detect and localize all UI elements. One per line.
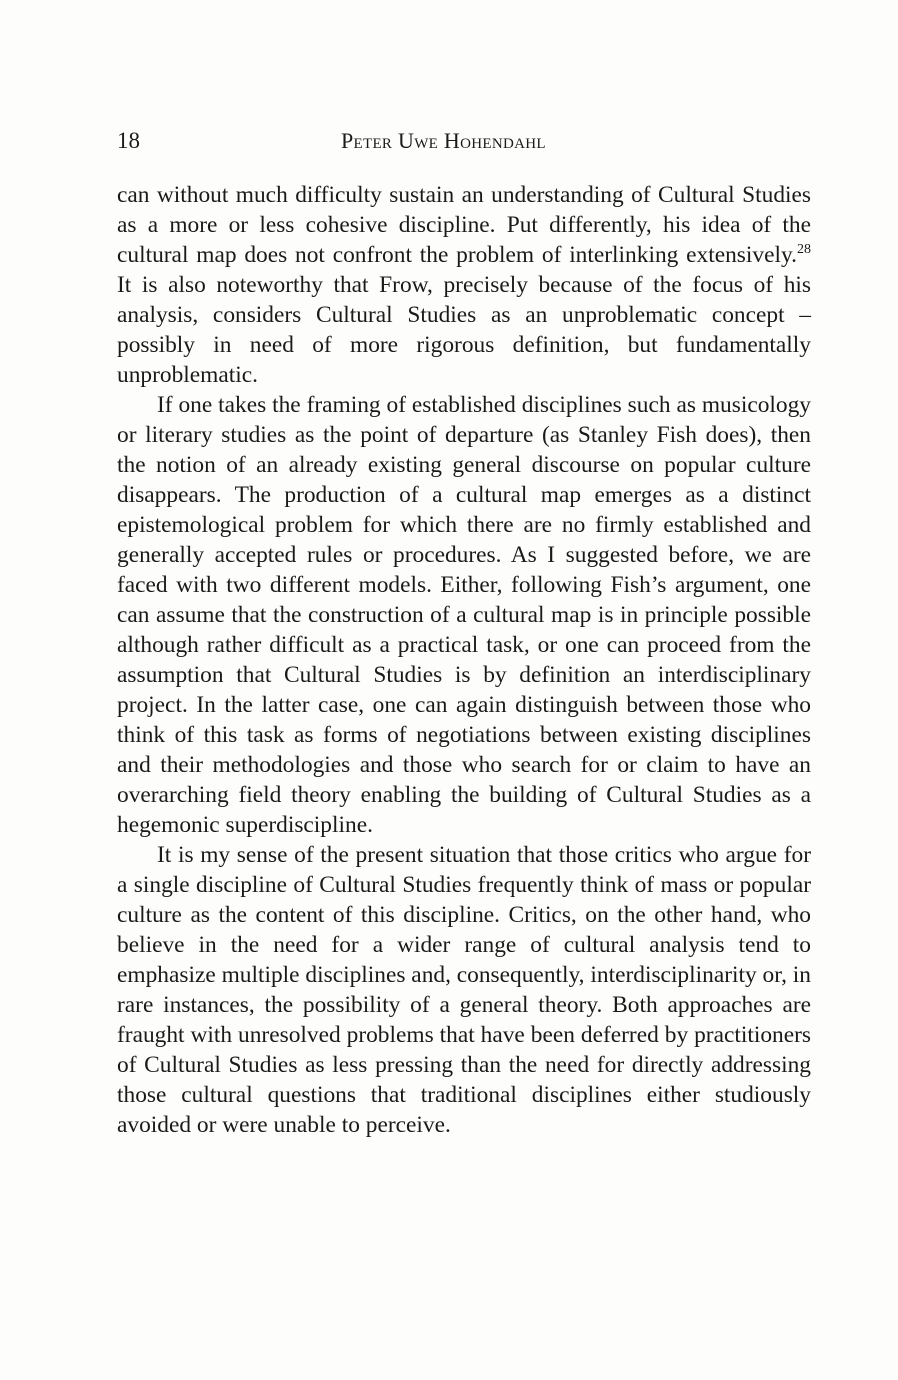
body-text [117, 180, 811, 1140]
paragraph-2: If one takes the framing of established disciplines such as musicology or literary studies as the point of departure (as Stanley Fish does), then the notion of an already existing general discourse on popular culture disappears. The production of a cultural map emerges as a distinct epistemological problem for which there are no firmly established and generally accepted rules or procedures. As I suggested before, we are faced with two different models. Either, following Fish’s argument, one can assume that the construction of a cultural map is in principle possible although rather difficult as a practical task, or one can proceed from the assumption that Cultural Studies is by definition an interdisciplinary project. In the latter case, one can again distinguish between those who think of this task as forms of negotiations between existing disciplines and their methodologies and those who search for or claim to have an overarching field theory enabling the building of Cultural Studies as a hegemonic superdiscipline. [117, 392, 811, 838]
author-running-head: Peter Uwe Hohendahl [341, 128, 546, 153]
page-number: 18 [117, 128, 140, 153]
paragraph-3: It is my sense of the present situation that those critics who argue for a single discipline of Cultural Studies frequently think of mass or popular culture as the content of this discipline. Critics, on the other hand, who believe in the need for a wider range of cultural analysis tend to emphasize multiple disciplines and, consequently, interdisciplinarity or, in rare instances, the possibility of a general theory. Both approaches are fraught with unresolved problems that have been deferred by practitioners of Cultural Studies as less pressing than the need for directly addressing those cultural questions that traditional disciplines either studiously avoided or were unable to perceive. [117, 842, 811, 1138]
footnote-marker[interactable]: 28 [797, 242, 811, 257]
running-head [117, 124, 811, 158]
paragraph-1-text-b: It is also noteworthy that Frow, precisely because of the focus of his analysis, considers Cultural Studies as an unproblematic concept – possibly in need of more rigorous definition, but fundamentally unproblematic. [117, 272, 811, 388]
paragraph-1 [117, 180, 811, 390]
book-page [117, 0, 811, 1380]
paragraph-1-text-a: can without much difficulty sustain an understanding of Cultural Studies as a more or less cohesive discipline. Put differently, his idea of the cultural map does not confront the problem of interlinking extensively. [117, 182, 811, 268]
